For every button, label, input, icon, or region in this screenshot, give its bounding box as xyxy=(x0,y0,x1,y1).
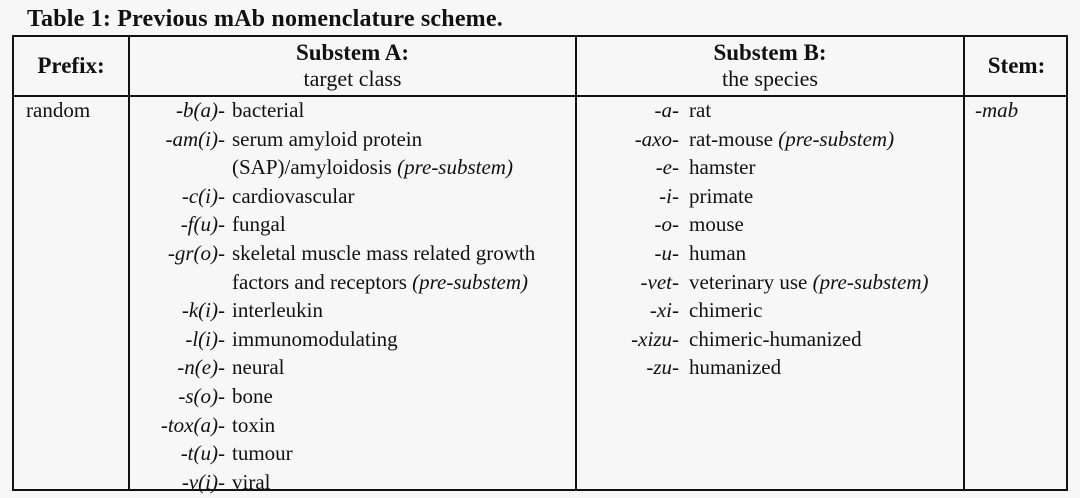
substem-meaning: neural xyxy=(232,355,285,380)
list-item xyxy=(130,468,535,497)
substem-meaning: cardiovascular xyxy=(232,183,355,208)
list-item xyxy=(577,296,928,325)
list-item xyxy=(577,96,928,125)
pre-substem-note: (pre-substem) xyxy=(412,269,529,294)
substem-meaning: bacterial xyxy=(232,98,305,122)
substem-code: -e- xyxy=(655,155,679,180)
header-stem xyxy=(965,37,1068,95)
substem-code: -n(e)- xyxy=(177,355,225,380)
header-substem-b-title: Substem B: xyxy=(713,40,827,65)
substem-code: -k(i)- xyxy=(181,298,225,323)
substem-meaning: rat xyxy=(689,98,712,122)
substem-code: -b(a)- xyxy=(176,98,225,122)
substem-code: -s(o)- xyxy=(178,383,225,408)
substem-meaning: hamster xyxy=(689,155,756,180)
list-item xyxy=(130,411,535,440)
substem-meaning: viral xyxy=(232,469,271,494)
list-item xyxy=(130,96,535,125)
substem-meaning: interleukin xyxy=(232,298,323,323)
pre-substem-note: (pre-substem) xyxy=(397,155,513,180)
substem-meaning: bone xyxy=(232,383,273,408)
substem-meaning: chimeric xyxy=(689,298,763,323)
substem-meaning: tumour xyxy=(232,441,293,466)
substem-code: -c(i)- xyxy=(181,183,225,208)
header-prefix xyxy=(14,37,128,95)
pre-substem-note: (pre-substem) xyxy=(778,126,895,151)
substem-meaning: chimeric-humanized xyxy=(689,326,862,351)
list-item xyxy=(577,182,928,211)
list-item xyxy=(577,353,928,382)
substem-code xyxy=(130,153,232,182)
nomenclature-table xyxy=(12,35,1068,494)
substem-code: -vet- xyxy=(640,269,679,294)
substem-code: -zu- xyxy=(646,355,679,380)
substem-code: -am(i)- xyxy=(165,126,225,151)
list-item xyxy=(577,153,928,182)
list-item xyxy=(577,125,928,154)
list-item xyxy=(577,210,928,239)
list-item xyxy=(130,182,535,211)
prefix-value: random xyxy=(26,98,91,122)
substem-meaning: primate xyxy=(689,183,754,208)
header-substem-b-subtitle: the species xyxy=(722,66,818,91)
substem-code: -u- xyxy=(654,240,679,265)
substem-code xyxy=(130,268,232,297)
substem-code: -o- xyxy=(654,212,679,237)
list-item xyxy=(130,153,535,182)
list-item xyxy=(130,239,535,268)
substem-meaning: serum amyloid protein xyxy=(232,126,423,151)
substem-meaning: mouse xyxy=(689,212,744,237)
substem-meaning: toxin xyxy=(232,412,276,437)
substem-meaning: immunomodulating xyxy=(232,326,398,351)
header-substem-a-title: Substem A: xyxy=(295,40,410,65)
list-item xyxy=(130,210,535,239)
list-item xyxy=(577,268,928,297)
substem-meaning: factors and receptors xyxy=(232,269,407,294)
list-item xyxy=(130,353,535,382)
substem-code: -xizu- xyxy=(631,326,679,351)
pre-substem-note: (pre-substem) xyxy=(812,269,929,294)
substem-meaning: (SAP)/amyloidosis xyxy=(232,155,392,180)
header-prefix-label: Prefix: xyxy=(37,53,105,78)
table-caption: Table 1: Previous mAb nomenclature scheme. xyxy=(27,6,503,32)
stem-value: -mab xyxy=(975,98,1019,122)
substem-meaning: veterinary use xyxy=(689,269,808,294)
header-stem-label: Stem: xyxy=(987,53,1046,78)
list-item xyxy=(130,325,535,354)
substem-b-list xyxy=(577,96,928,382)
substem-meaning: skeletal muscle mass related growth xyxy=(232,240,536,265)
column-divider xyxy=(963,37,965,489)
list-item xyxy=(130,268,535,297)
substem-meaning: rat-mouse xyxy=(689,126,773,151)
substem-code: -i- xyxy=(659,183,679,208)
substem-code: -f(u)- xyxy=(180,212,225,237)
substem-code: -gr(o)- xyxy=(167,240,225,265)
substem-meaning: human xyxy=(689,240,747,265)
substem-meaning: humanized xyxy=(689,355,782,380)
substem-code: -v(i)- xyxy=(181,469,225,494)
list-item xyxy=(577,239,928,268)
list-item xyxy=(130,125,535,154)
list-item xyxy=(130,439,535,468)
substem-a-list xyxy=(130,96,535,496)
header-substem-a xyxy=(130,37,575,95)
substem-code: -xi- xyxy=(649,298,679,323)
list-item xyxy=(130,296,535,325)
list-item xyxy=(577,325,928,354)
header-substem-b xyxy=(577,37,963,95)
substem-code: -tox(a)- xyxy=(160,412,225,437)
header-substem-a-subtitle: target class xyxy=(303,66,402,91)
substem-code: -l(i)- xyxy=(185,326,225,351)
substem-code: -t(u)- xyxy=(180,441,225,466)
substem-code: -a- xyxy=(654,98,679,122)
substem-meaning: fungal xyxy=(232,212,286,237)
substem-code: -axo- xyxy=(634,126,679,151)
list-item xyxy=(130,382,535,411)
